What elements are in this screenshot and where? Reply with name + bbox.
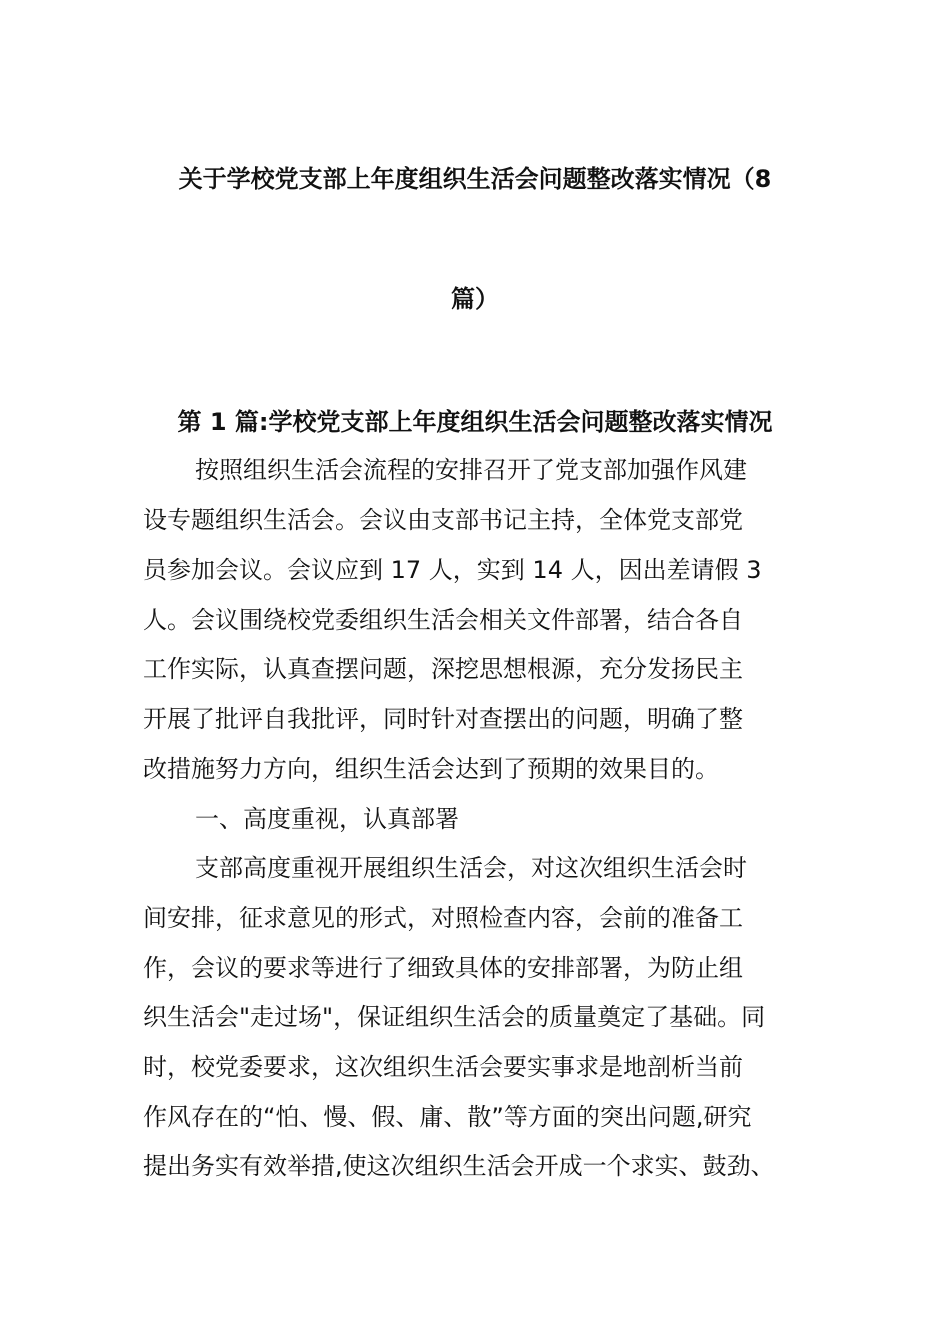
section-title: 第 1 篇:学校党支部上年度组织生活会问题整改落实情况 [177,408,773,436]
paragraph-line: 设专题组织生活会。会议由支部书记主持，全体党支部党 [143,506,743,534]
document-title-line-1: 关于学校党支部上年度组织生活会问题整改落实情况（8 [178,165,772,193]
paragraph-line: 开展了批评自我批评，同时针对查摆出的问题，明确了整 [143,705,743,733]
paragraph-line: 人。会议围绕校党委组织生活会相关文件部署，结合各自 [143,606,743,634]
paragraph-line: 作风存在的“怕、慢、假、庸、散”等方面的突出问题,研究 [143,1103,752,1131]
paragraph-line: 改措施努力方向，组织生活会达到了预期的效果目的。 [143,755,719,783]
paragraph-line: 员参加会议。会议应到 17 人，实到 14 人，因出差请假 3 [143,556,762,584]
paragraph-line: 时，校党委要求，这次组织生活会要实事求是地剖析当前 [143,1053,743,1081]
paragraph-line: 间安排，征求意见的形式，对照检查内容，会前的准备工 [143,904,743,932]
paragraph-line: 提出务实有效举措,使这次组织生活会开成一个求实、鼓劲、 [143,1152,775,1180]
paragraph-line: 工作实际，认真查摆问题，深挖思想根源，充分发扬民主 [143,655,743,683]
section-heading: 一、高度重视，认真部署 [195,805,459,833]
paragraph-line: 支部高度重视开展组织生活会，对这次组织生活会时 [195,854,747,882]
paragraph-line: 作，会议的要求等进行了细致具体的安排部署，为防止组 [143,954,743,982]
document-title-line-2: 篇） [451,285,499,313]
paragraph-line: 织生活会"走过场"，保证组织生活会的质量奠定了基础。同 [143,1003,766,1031]
paragraph-line: 按照组织生活会流程的安排召开了党支部加强作风建 [195,456,747,484]
